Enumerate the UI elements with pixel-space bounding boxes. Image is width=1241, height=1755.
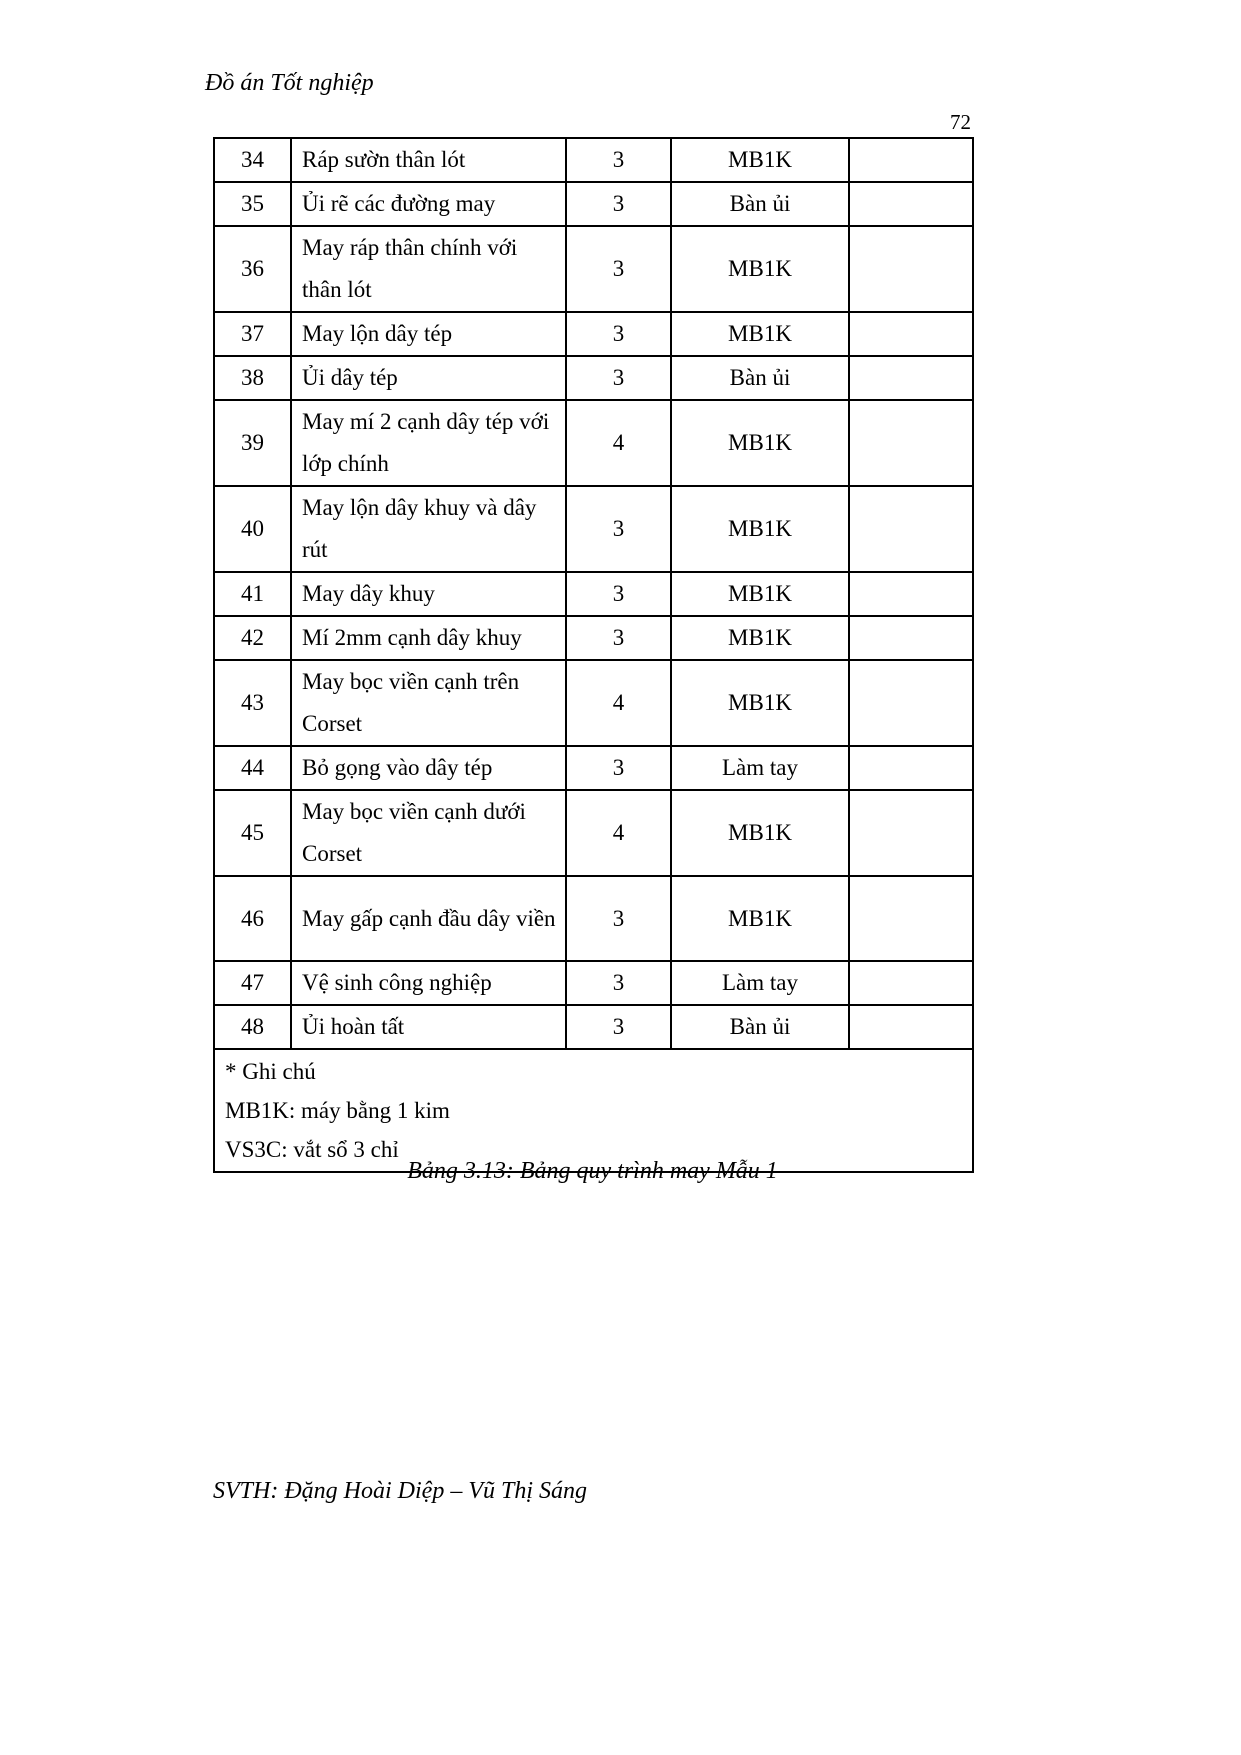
cell-step-number: 48 <box>214 1005 291 1049</box>
cell-operation: May bọc viền cạnh trên Corset <box>291 660 566 746</box>
table-row <box>214 572 973 616</box>
cell-time-value: 3 <box>566 356 671 400</box>
cell-equipment: MB1K <box>671 572 849 616</box>
cell-time-value: 4 <box>566 400 671 486</box>
table-row <box>214 660 973 746</box>
cell-equipment: MB1K <box>671 312 849 356</box>
cell-equipment: Bàn ủi <box>671 1005 849 1049</box>
table-row <box>214 138 973 182</box>
cell-operation: May mí 2 cạnh dây tép với lớp chính <box>291 400 566 486</box>
cell-time-value: 3 <box>566 182 671 226</box>
table-row <box>214 486 973 572</box>
cell-step-number: 39 <box>214 400 291 486</box>
cell-equipment: Bàn ủi <box>671 182 849 226</box>
notes-abbrev-vs3c: VS3C: vắt sổ 3 chỉ <box>225 1137 399 1162</box>
cell-note <box>849 876 973 961</box>
cell-note <box>849 660 973 746</box>
cell-step-number: 46 <box>214 876 291 961</box>
document-header: Đồ án Tốt nghiệp <box>205 70 374 96</box>
table-row <box>214 746 973 790</box>
cell-equipment: Làm tay <box>671 746 849 790</box>
cell-equipment: MB1K <box>671 486 849 572</box>
cell-step-number: 38 <box>214 356 291 400</box>
cell-note <box>849 961 973 1005</box>
cell-step-number: 40 <box>214 486 291 572</box>
cell-operation: May lộn dây tép <box>291 312 566 356</box>
cell-note <box>849 572 973 616</box>
cell-equipment: MB1K <box>671 616 849 660</box>
cell-operation: Ráp sườn thân lót <box>291 138 566 182</box>
cell-note <box>849 746 973 790</box>
cell-operation: May ráp thân chính với thân lót <box>291 226 566 312</box>
cell-step-number: 42 <box>214 616 291 660</box>
cell-time-value: 4 <box>566 790 671 876</box>
cell-time-value: 3 <box>566 572 671 616</box>
cell-operation: Ủi dây tép <box>291 356 566 400</box>
cell-time-value: 3 <box>566 138 671 182</box>
cell-equipment: MB1K <box>671 660 849 746</box>
cell-equipment: MB1K <box>671 400 849 486</box>
cell-time-value: 3 <box>566 746 671 790</box>
table-row <box>214 1005 973 1049</box>
table-row <box>214 312 973 356</box>
cell-note <box>849 616 973 660</box>
cell-equipment: Làm tay <box>671 961 849 1005</box>
process-table <box>213 137 974 1173</box>
table-notes-cell <box>214 1049 973 1172</box>
cell-time-value: 3 <box>566 1005 671 1049</box>
cell-note <box>849 486 973 572</box>
notes-abbrev-mb1k: MB1K: máy bằng 1 kim <box>225 1098 450 1123</box>
table-row <box>214 182 973 226</box>
cell-time-value: 3 <box>566 226 671 312</box>
cell-operation: Ủi rẽ các đường may <box>291 182 566 226</box>
cell-operation: May gấp cạnh đầu dây viền <box>291 876 566 961</box>
cell-operation: May dây khuy <box>291 572 566 616</box>
cell-step-number: 45 <box>214 790 291 876</box>
cell-equipment: MB1K <box>671 138 849 182</box>
document-footer: SVTH: Đặng Hoài Diệp – Vũ Thị Sáng <box>213 1478 587 1504</box>
cell-equipment: MB1K <box>671 876 849 961</box>
cell-step-number: 37 <box>214 312 291 356</box>
cell-note <box>849 182 973 226</box>
cell-equipment: MB1K <box>671 790 849 876</box>
cell-note <box>849 312 973 356</box>
table-row <box>214 790 973 876</box>
cell-equipment: Bàn ủi <box>671 356 849 400</box>
cell-step-number: 43 <box>214 660 291 746</box>
cell-operation: Vệ sinh công nghiệp <box>291 961 566 1005</box>
cell-operation: May lộn dây khuy và dây rút <box>291 486 566 572</box>
cell-time-value: 3 <box>566 486 671 572</box>
cell-step-number: 34 <box>214 138 291 182</box>
notes-title: * Ghi chú <box>225 1059 316 1084</box>
cell-time-value: 3 <box>566 961 671 1005</box>
cell-step-number: 44 <box>214 746 291 790</box>
cell-operation: Mí 2mm cạnh dây khuy <box>291 616 566 660</box>
table-row <box>214 356 973 400</box>
cell-note <box>849 138 973 182</box>
cell-time-value: 3 <box>566 312 671 356</box>
cell-step-number: 36 <box>214 226 291 312</box>
cell-note <box>849 356 973 400</box>
table-row <box>214 226 973 312</box>
page-number: 72 <box>950 110 971 134</box>
table-row <box>214 876 973 961</box>
cell-time-value: 4 <box>566 660 671 746</box>
cell-note <box>849 1005 973 1049</box>
table-caption: Bảng 3.13: Bảng quy trình may Mẫu 1 <box>407 1158 778 1184</box>
cell-operation: Ủi hoàn tất <box>291 1005 566 1049</box>
cell-note <box>849 790 973 876</box>
cell-step-number: 35 <box>214 182 291 226</box>
table-row <box>214 616 973 660</box>
cell-equipment: MB1K <box>671 226 849 312</box>
table-row <box>214 961 973 1005</box>
cell-time-value: 3 <box>566 616 671 660</box>
cell-step-number: 47 <box>214 961 291 1005</box>
table-notes-row <box>214 1049 973 1172</box>
cell-step-number: 41 <box>214 572 291 616</box>
cell-note <box>849 226 973 312</box>
table-row <box>214 400 973 486</box>
cell-time-value: 3 <box>566 876 671 961</box>
cell-note <box>849 400 973 486</box>
cell-operation: Bỏ gọng vào dây tép <box>291 746 566 790</box>
cell-operation: May bọc viền cạnh dưới Corset <box>291 790 566 876</box>
